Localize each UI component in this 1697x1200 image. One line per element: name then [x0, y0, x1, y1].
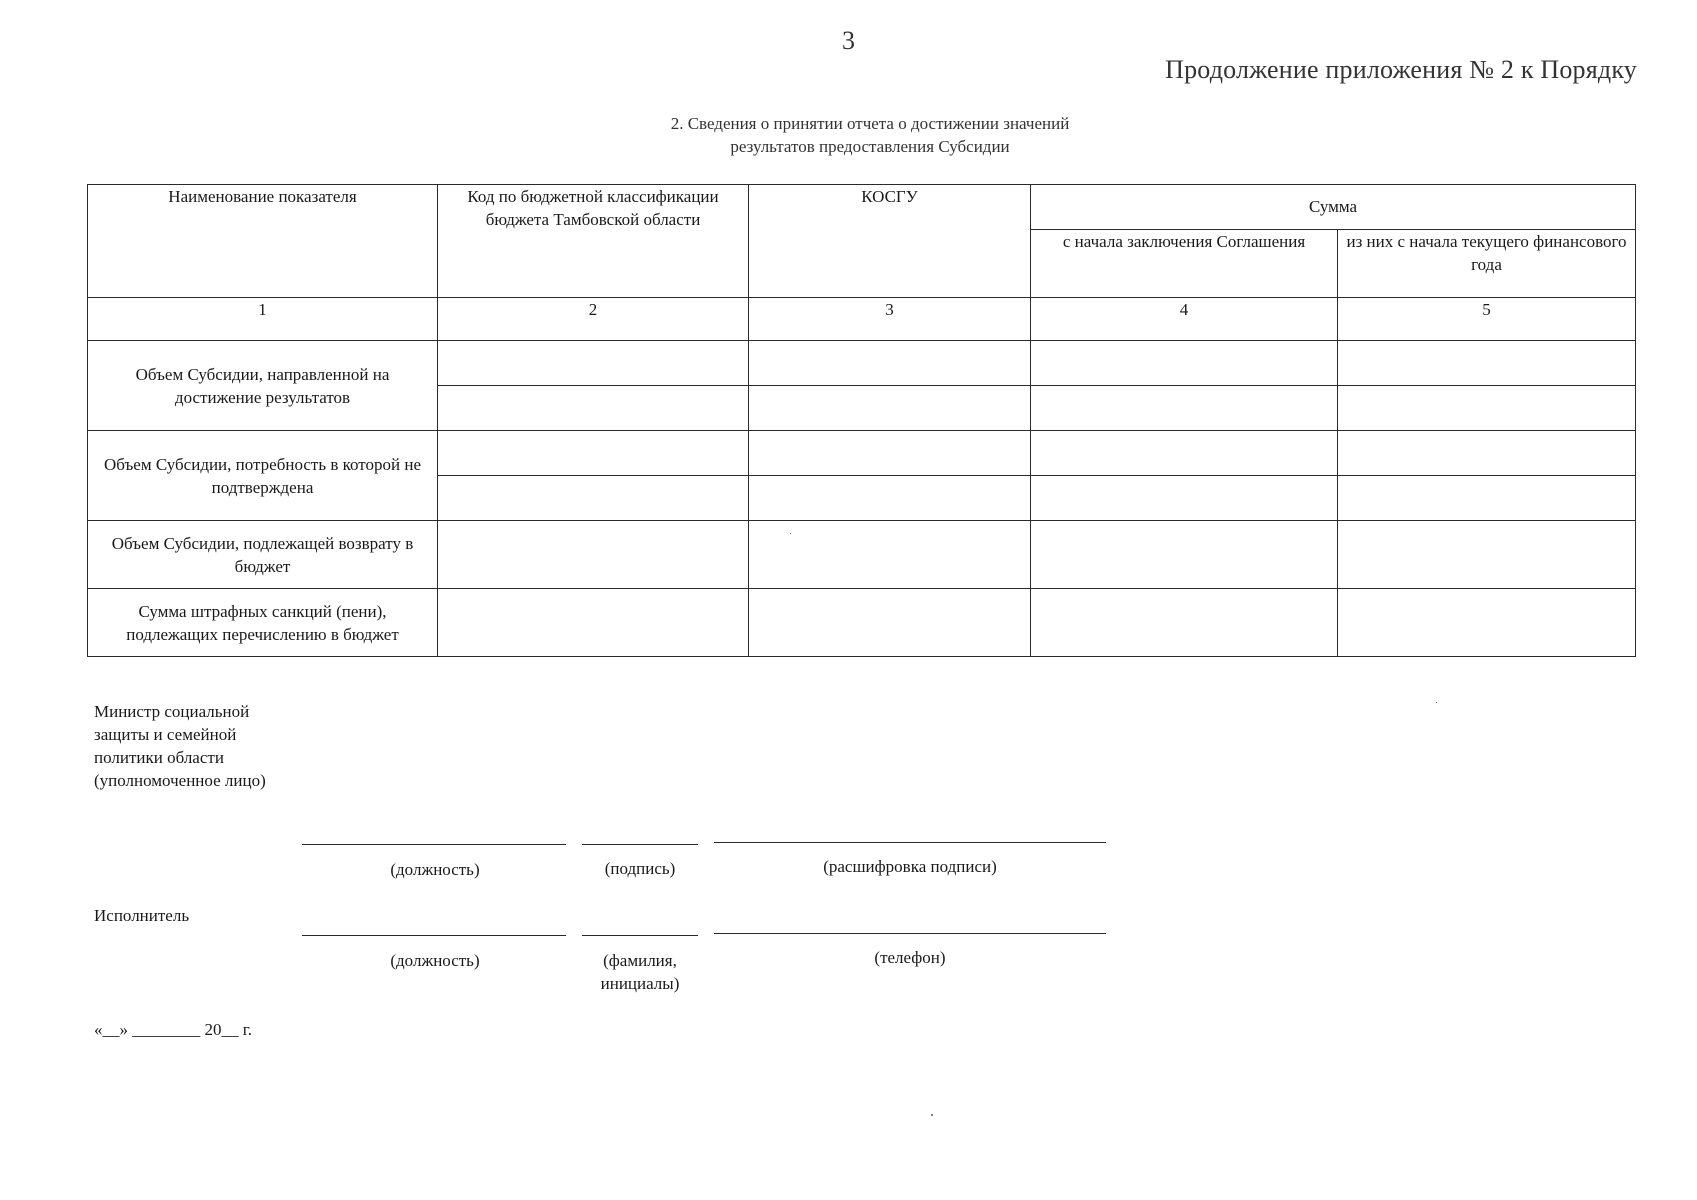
executor-position-caption: (должность) [390, 951, 480, 970]
scan-speck [931, 1114, 933, 1116]
position-line[interactable] [302, 844, 566, 845]
table-cell[interactable] [1338, 431, 1636, 476]
executor-name-line[interactable] [582, 935, 698, 936]
decoding-caption: (расшифровка подписи) [823, 857, 997, 876]
table-cell[interactable] [749, 431, 1031, 476]
table-cell[interactable] [438, 476, 749, 521]
section-title-line-1: 2. Сведения о принятии отчета о достижении значений [670, 114, 1070, 133]
column-number-4: 4 [1031, 298, 1338, 341]
header-sum-this-year: из них с начала текущего финансового года [1338, 230, 1636, 298]
table-cell[interactable] [1031, 589, 1338, 657]
row-label-unconfirmed-subsidy: Объем Субсидии, потребность в которой не подтверждена [88, 431, 438, 521]
table-cell[interactable] [438, 431, 749, 476]
row-label-refund-subsidy: Объем Субсидии, подлежащей возврату в бюджет [88, 521, 438, 589]
table-cell[interactable] [749, 589, 1031, 657]
scan-speck [790, 533, 791, 534]
column-number-2: 2 [438, 298, 749, 341]
table-cell[interactable] [438, 521, 749, 589]
appendix-title: Продолжение приложения № 2 к Порядку [1165, 55, 1637, 84]
table-cell[interactable] [438, 341, 749, 386]
signature-line[interactable] [582, 844, 698, 845]
table-cell[interactable] [749, 341, 1031, 386]
date-line: «__» ________ 20__ г. [94, 1020, 253, 1039]
header-sum: Сумма [1031, 185, 1636, 230]
header-budget-code: Код по бюджетной классификации бюджета Тамбовской области [438, 185, 749, 298]
table-cell[interactable] [749, 476, 1031, 521]
header-sum-from-agreement: с начала заключения Соглашения [1031, 230, 1338, 298]
phone-line[interactable] [714, 933, 1106, 934]
table-cell[interactable] [1338, 386, 1636, 431]
signature-caption: (подпись) [604, 859, 676, 878]
table-cell[interactable] [749, 386, 1031, 431]
row-label-penalty-sum: Сумма штрафных санкций (пени), подлежащих перечислению в бюджет [88, 589, 438, 657]
table-cell[interactable] [1031, 341, 1338, 386]
table-cell[interactable] [438, 589, 749, 657]
header-kosgu: КОСГУ [749, 185, 1031, 298]
decoding-line[interactable] [714, 842, 1106, 843]
section-title [500, 112, 1240, 158]
phone-caption: (телефон) [874, 948, 946, 967]
page-number: 3 [842, 26, 855, 55]
column-number-5: 5 [1338, 298, 1636, 341]
name-caption: (фамилия, инициалы) [600, 951, 680, 993]
table-cell[interactable] [1338, 521, 1636, 589]
column-number-1: 1 [88, 298, 438, 341]
column-number-3: 3 [749, 298, 1031, 341]
report-table [87, 184, 1636, 657]
table-cell[interactable] [749, 521, 1031, 589]
minister-label: Министр социальной защиты и семейной политики области (уполномоченное лицо) [94, 702, 266, 790]
header-indicator-name: Наименование показателя [88, 185, 438, 298]
table-cell[interactable] [1031, 476, 1338, 521]
table-cell[interactable] [1338, 341, 1636, 386]
table-cell[interactable] [438, 386, 749, 431]
section-title-line-2: результатов предоставления Субсидии [730, 137, 1010, 156]
table-cell[interactable] [1031, 386, 1338, 431]
table-cell[interactable] [1338, 589, 1636, 657]
executor-position-line[interactable] [302, 935, 566, 936]
row-label-directed-subsidy: Объем Субсидии, направленной на достижение результатов [88, 341, 438, 431]
table-cell[interactable] [1031, 431, 1338, 476]
table-cell[interactable] [1031, 521, 1338, 589]
table-cell[interactable] [1338, 476, 1636, 521]
scan-speck [1436, 702, 1437, 703]
executor-label: Исполнитель [94, 906, 190, 925]
position-caption: (должность) [390, 860, 480, 879]
